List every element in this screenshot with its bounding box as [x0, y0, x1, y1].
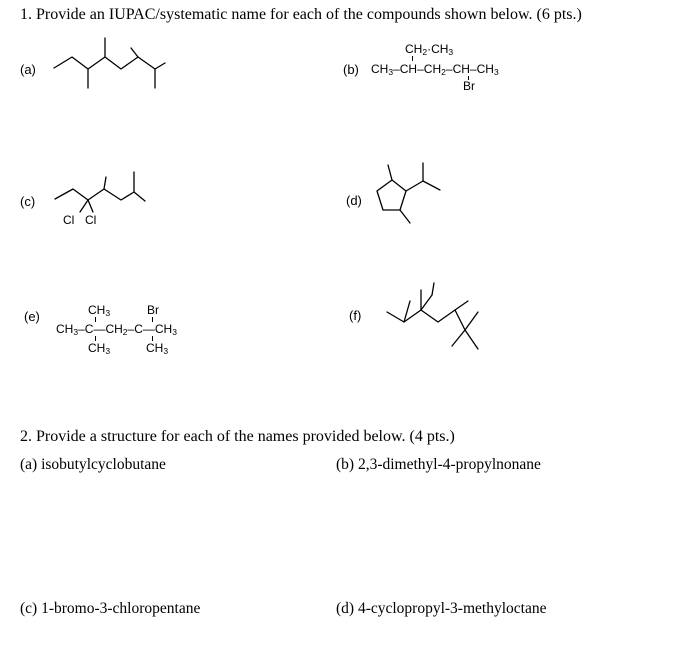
e-left-ch3: CH	[56, 322, 74, 336]
e-main-chain: $CH_3-C—CH_2-C—CH_3$	[56, 322, 177, 337]
e-bot-ch3-1-sub: 3	[105, 346, 111, 356]
label-c: (c)	[20, 194, 36, 209]
e-top-ch3: CH	[88, 303, 106, 317]
q2-heading: 2. Provide a structure for each of the names provided below. (4 pts.)	[20, 428, 455, 445]
b-main-chain: $CH_3-CH-CH_2-CH-CH_3$	[371, 62, 499, 77]
e-bot-ch3-2-sub: 3	[163, 346, 169, 356]
b-ch2: CH	[423, 62, 442, 76]
b-ch-1: CH	[399, 62, 418, 76]
q2-name-d: (d) 4-cyclopropyl-3-methyloctane	[336, 600, 547, 617]
label-b: (b)	[343, 62, 359, 77]
e-left-ch3-sub: 3	[73, 327, 79, 337]
e-c2: C	[134, 322, 143, 336]
b-ch3-right-sub: 3	[493, 67, 499, 77]
label-d: (d)	[346, 193, 362, 208]
b-top-ch2: CH	[405, 42, 423, 56]
q2-name-a: (a) isobutylcyclobutane	[20, 456, 166, 473]
c-chlorine-1: Cl	[63, 213, 75, 227]
b-top-ch2-sub: 2	[422, 47, 428, 57]
q2-name-c: (c) 1-bromo-3-chloropentane	[20, 600, 201, 617]
q2-name-b: (b) 2,3-dimethyl-4-propylnonane	[336, 456, 541, 473]
b-ch-2: CH	[452, 62, 470, 76]
q1-heading: 1. Provide an IUPAC/systematic name for each of the compounds shown below. (6 pts.)	[20, 6, 582, 23]
c-chlorine-2: Cl	[85, 213, 97, 227]
e-right-ch3-sub: 3	[172, 327, 177, 337]
b-ch3-left: CH	[371, 62, 389, 76]
e-top-ch3-sub: 3	[105, 308, 111, 318]
e-c1: C	[84, 322, 94, 336]
b-top-ch3: CH	[431, 42, 449, 56]
label-f: (f)	[349, 308, 362, 323]
e-bot-ch3-1: CH	[88, 341, 106, 355]
e-ch2-sub: 2	[122, 327, 128, 337]
e-bot-ch3-2: CH	[146, 341, 164, 355]
label-e: (e)	[24, 309, 40, 324]
e-right-ch3: CH	[154, 322, 173, 336]
e-ch2: CH	[105, 322, 123, 336]
b-bromine: Br	[463, 79, 475, 93]
label-a: (a)	[20, 62, 36, 77]
b-ch3-right: CH	[476, 62, 494, 76]
e-top-bromine: Br	[147, 303, 159, 317]
b-ethyl-group: $CH_2\cdot CH_3$	[405, 42, 454, 57]
b-top-ch3-sub: 3	[448, 47, 454, 57]
b-ch2-sub: 2	[441, 67, 446, 77]
b-ch3-left-sub: 3	[388, 67, 394, 77]
